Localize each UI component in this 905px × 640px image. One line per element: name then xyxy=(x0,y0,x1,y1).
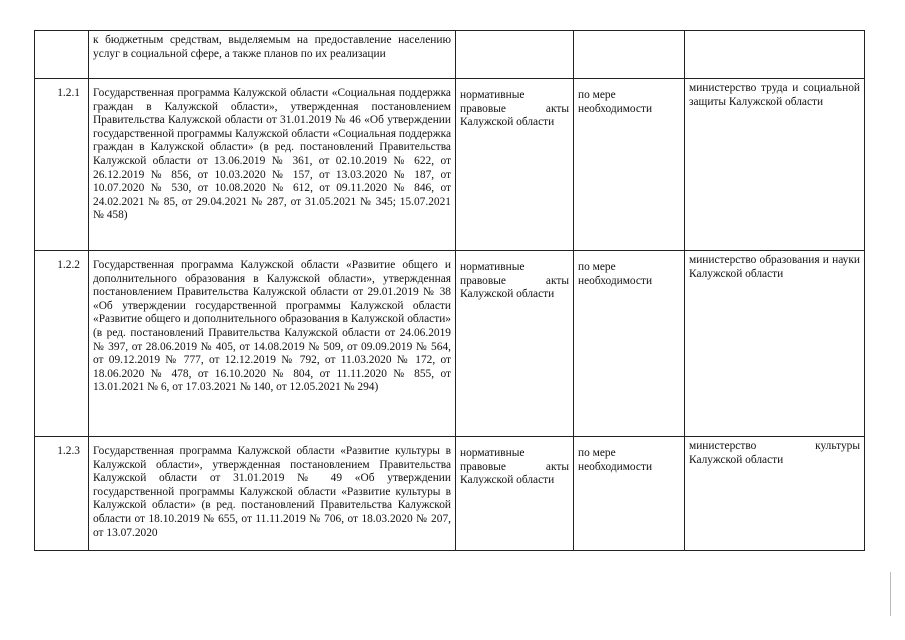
execution-term: по мере необходимости xyxy=(574,251,685,437)
document-text: Государственная программа Калужской области «Социальная поддержка граждан в Калужской области», утвержденная постановлением Правительства Калужской области от 31.01.2019 № 46 «Об утверждении государственной программы Калужской области «Социальная поддержка граждан в Калужской области» (в ред. постановлений Правительства Калужской области от 13.06.2019 № 361, от 02.10.2019 № 622, от 26.12.2019 № 856, от 10.03.2020 № 157, от 13.03.2020 № 187, от 10.07.2020 № 530, от 10.08.2020 № 612, от 09.11.2020 № 846, от 24.02.2021 № 85, от 29.04.2021 № 287, от 31.05.2021 № 345; 15.07.2021 № 458) xyxy=(89,79,456,251)
document-text: Государственная программа Калужской области «Развитие культуры в Калужской области», утвержденная постановлением Правительства Калужской области от 31.01.2019 № 49 «Об утверждении государственной программы Калужской области «Развитие культуры в Калужской области» (в ред. постановлений Правительства Калужской области от 18.10.2019 № 655, от 11.11.2019 № 706, от 18.03.2020 № 207, от 13.07.2020 xyxy=(89,437,456,551)
table-row xyxy=(35,437,865,551)
row-number: 1.2.1 xyxy=(35,79,89,251)
row-number: 1.2.2 xyxy=(35,251,89,437)
execution-term: по мере необходимости xyxy=(574,437,685,551)
document-type: нормативные правовые акты Калужской области xyxy=(456,79,574,251)
scan-edge-mark xyxy=(890,572,891,616)
document-table xyxy=(34,30,865,551)
responsible-body: министерство труда и социальной защиты Калужской области xyxy=(685,79,865,251)
document-type xyxy=(456,31,574,79)
responsible-body: министерство культуры Калужской области xyxy=(685,437,865,551)
document-text: к бюджетным средствам, выделяемым на предоставление населению услуг в социальной сфере, а также планов по их реализации xyxy=(89,31,456,79)
document-type: нормативные правовые акты Калужской области xyxy=(456,437,574,551)
responsible-body xyxy=(685,31,865,79)
table-row xyxy=(35,31,865,79)
table-row xyxy=(35,79,865,251)
document-type: нормативные правовые акты Калужской области xyxy=(456,251,574,437)
execution-term xyxy=(574,31,685,79)
row-number xyxy=(35,31,89,79)
execution-term: по мере необходимости xyxy=(574,79,685,251)
table-row xyxy=(35,251,865,437)
responsible-body: министерство образования и науки Калужской области xyxy=(685,251,865,437)
document-text: Государственная программа Калужской области «Развитие общего и дополнительного образования в Калужской области», утвержденная постановлением Правительства Калужской области от 29.01.2019 № 38 «Об утверждении государственной программы Калужской области «Развитие общего и дополнительного образования в Калужской области» (в ред. постановлений Правительства Калужской области от 24.06.2019 № 397, от 28.06.2019 № 405, от 14.08.2019 № 509, от 09.09.2019 № 564, от 09.12.2019 № 777, от 12.12.2019 № 792, от 11.03.2020 № 172, от 18.06.2020 № 478, от 16.10.2020 № 804, от 11.11.2020 № 855, от 13.01.2021 № 6, от 17.03.2021 № 140, от 12.05.2021 № 294) xyxy=(89,251,456,437)
row-number: 1.2.3 xyxy=(35,437,89,551)
